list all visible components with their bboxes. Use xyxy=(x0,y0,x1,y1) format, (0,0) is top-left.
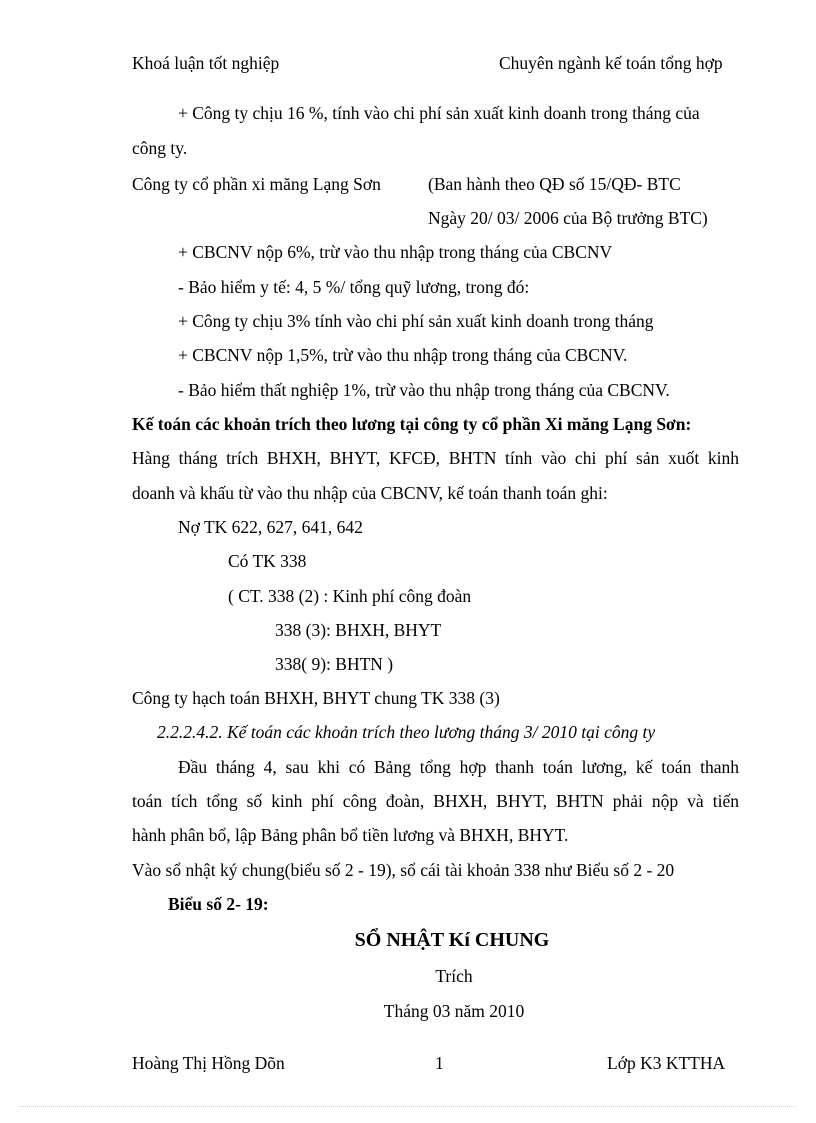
text-line: Ngày 20/ 03/ 2006 của Bộ trưởng BTC) xyxy=(428,208,708,228)
text-line: - Bảo hiểm y tế: 4, 5 %/ tổng quỹ lương, trong đó: xyxy=(178,277,530,297)
journal-title: SỔ NHẬT Kí CHUNG xyxy=(354,929,550,951)
text-line: + CBCNV nộp 1,5%, trừ vào thu nhập trong tháng của CBCNV. xyxy=(178,345,628,365)
text-line: ( CT. 338 (2) : Kinh phí công đoàn xyxy=(228,586,472,606)
journal-period: Tháng 03 năm 2010 xyxy=(383,1001,525,1021)
journal-subtitle: Trích xyxy=(435,966,473,986)
text-line: Nợ TK 622, 627, 641, 642 xyxy=(178,517,363,537)
text-line: 338 (3): BHXH, BHYT xyxy=(275,620,442,640)
text-line: Hàng tháng trích BHXH, BHYT, KFCĐ, BHTN tính vào chi phí sản xuốt kinh xyxy=(132,448,739,468)
text-line: 338( 9): BHTN ) xyxy=(275,654,394,674)
text-line: + Công ty chịu 16 %, tính vào chi phí sản xuất kinh doanh trong tháng của xyxy=(178,103,700,123)
text-line: - Bảo hiểm thất nghiệp 1%, trừ vào thu nhập trong tháng của CBCNV. xyxy=(178,380,670,400)
text-line: Công ty hạch toán BHXH, BHYT chung TK 338 (3) xyxy=(132,688,500,708)
text-line: (Ban hành theo QĐ số 15/QĐ- BTC xyxy=(428,174,681,194)
text-line: Có TK 338 xyxy=(228,551,307,571)
footer-class: Lớp K3 KTTHA xyxy=(607,1053,726,1073)
page-edge-divider xyxy=(20,1106,796,1107)
text-line: Đầu tháng 4, sau khi có Bảng tổng hợp thanh toán lương, kế toán thanh xyxy=(178,757,739,777)
header-left: Khoá luận tốt nghiệp xyxy=(132,53,280,73)
text-line: + CBCNV nộp 6%, trừ vào thu nhập trong tháng của CBCNV xyxy=(178,242,613,262)
header-right: Chuyên ngành kế toán tổng hợp xyxy=(499,53,723,73)
text-line: công ty. xyxy=(132,138,188,158)
text-line: hành phân bổ, lập Bảng phân bổ tiền lương và BHXH, BHYT. xyxy=(132,825,569,845)
page-number: 1 xyxy=(435,1053,444,1073)
subsection-heading: 2.2.2.4.2. Kế toán các khoản trích theo lương tháng 3/ 2010 tại công ty xyxy=(157,722,656,742)
section-heading: Kế toán các khoản trích theo lương tại công ty cổ phần Xi măng Lạng Sơn: xyxy=(132,414,692,434)
text-line: Công ty cổ phần xi măng Lạng Sơn xyxy=(132,174,381,194)
text-line: + Công ty chịu 3% tính vào chi phí sản xuất kinh doanh trong tháng xyxy=(178,311,654,331)
exhibit-label: Biểu số 2- 19: xyxy=(168,894,269,914)
footer-author: Hoàng Thị Hồng Dõn xyxy=(132,1053,285,1073)
text-line: toán tích tổng số kinh phí công đoàn, BHXH, BHYT, BHTN phải nộp và tiến xyxy=(132,791,739,811)
text-line: doanh và khấu từ vào thu nhập của CBCNV, kế toán thanh toán ghi: xyxy=(132,483,608,503)
text-line: Vào sổ nhật ký chung(biểu số 2 - 19), sổ cái tài khoản 338 như Biểu số 2 - 20 xyxy=(132,860,675,880)
